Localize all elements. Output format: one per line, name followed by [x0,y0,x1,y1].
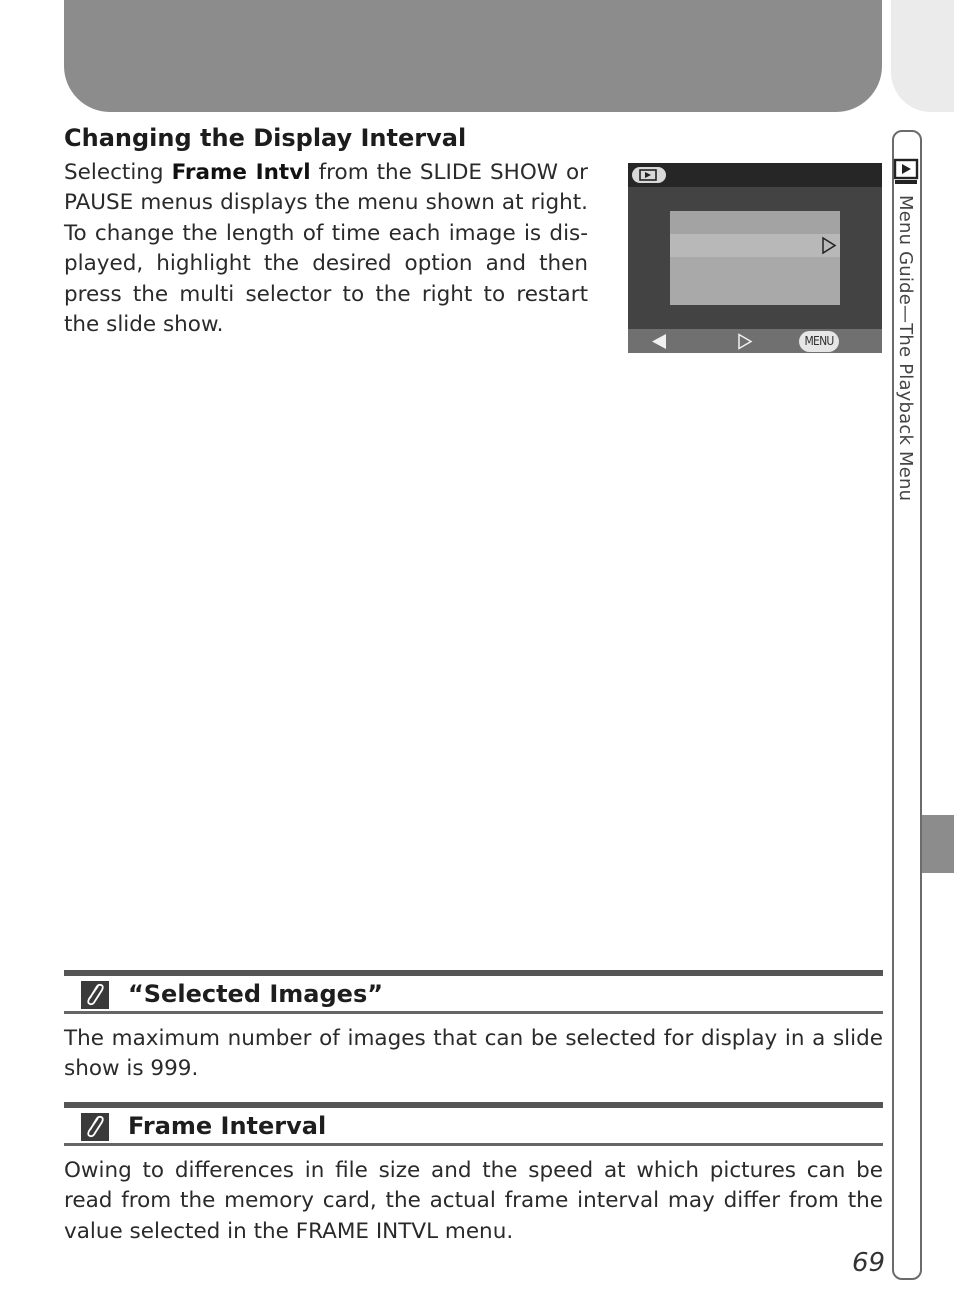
header-band [64,0,882,112]
arrow-right-icon [736,333,754,350]
camera-menu-row-selected [670,234,840,257]
page-number: 69 [852,1248,886,1278]
note-title: Frame Interval [128,1112,327,1140]
note-selected-images [64,970,883,1085]
camera-top-bar [628,163,882,187]
section-title: Changing the Display Interval [64,124,467,152]
arrow-right-icon [821,236,837,255]
camera-screen-illustration [628,163,882,353]
playback-icon [893,158,919,186]
thumb-tab-top [891,0,954,112]
section-paragraph [64,158,588,340]
camera-menu-box [670,211,840,305]
camera-bottom-bar [628,329,882,353]
para-bold-term: Frame Intvl [171,160,311,185]
sidebar-label: Menu Guide—The Playback Menu [895,195,916,502]
section-marker-tab [922,815,954,873]
note-header [64,1102,883,1146]
para-text-after: from the SLIDE SHOW or PAUSE menus displays the menu shown at right. To change the length of time each image is dis-played, highlight the desired option and then press the multi selector to the right to restart the slide show. [64,160,588,338]
arrow-left-icon [650,333,668,350]
note-body: The maximum number of images that can be selected for display in a slide show is 999. [64,1026,883,1082]
note-title: “Selected Images” [128,980,383,1008]
camera-menu-row [670,211,840,234]
note-frame-interval [64,1102,883,1247]
playback-icon [631,166,667,184]
note-header [64,970,883,1014]
para-text-before: Selecting [64,160,172,185]
note-icon [81,1113,109,1141]
menu-button: MENU [799,331,839,352]
note-body: Owing to differences in file size and the speed at which pictures can be read from the memory card, the actual frame interval may differ from the value selected in the FRAME INTVL menu. [64,1158,883,1244]
note-icon [81,981,109,1009]
